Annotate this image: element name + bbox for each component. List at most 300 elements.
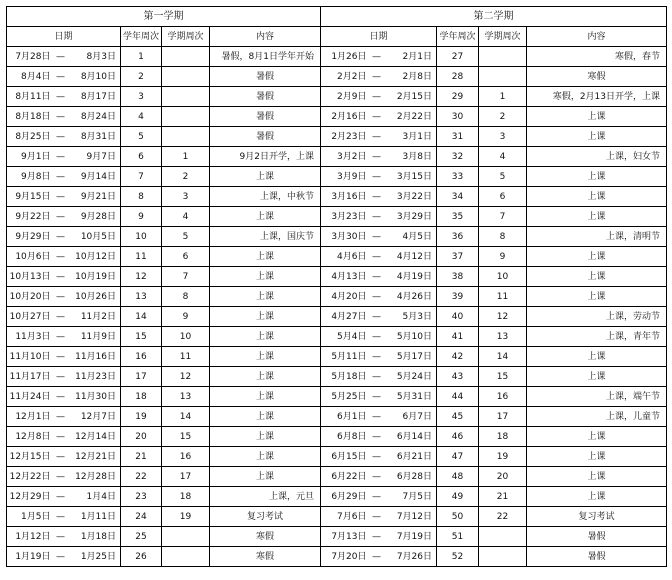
s1-term-week: 17 — [162, 467, 210, 487]
s1-end-date: 11月30日 — [69, 387, 121, 407]
s2-term-week — [479, 527, 527, 547]
s1-school-week: 17 — [121, 367, 162, 387]
s1-end-date: 9月7日 — [69, 147, 121, 167]
s2-content: 上课 — [527, 267, 667, 287]
s1-school-week: 3 — [121, 87, 162, 107]
s2-date-dash: — — [369, 507, 385, 527]
s1-date-dash: — — [53, 527, 69, 547]
s1-school-week: 20 — [121, 427, 162, 447]
s1-end-date: 1月11日 — [69, 507, 121, 527]
s1-school-week: 22 — [121, 467, 162, 487]
s1-content: 上课，国庆节 — [210, 227, 321, 247]
s1-school-week: 18 — [121, 387, 162, 407]
s2-school-week: 35 — [437, 207, 479, 227]
s1-start-date: 9月1日 — [7, 147, 53, 167]
s1-start-date: 11月10日 — [7, 347, 53, 367]
s2-term-week: 22 — [479, 507, 527, 527]
s1-end-date: 11月2日 — [69, 307, 121, 327]
table-row — [7, 287, 667, 307]
s2-start-date: 3月16日 — [321, 187, 369, 207]
s1-start-date: 11月17日 — [7, 367, 53, 387]
s1-start-date: 11月3日 — [7, 327, 53, 347]
s2-content: 上课 — [527, 447, 667, 467]
s2-term-week: 8 — [479, 227, 527, 247]
s1-end-date: 9月21日 — [69, 187, 121, 207]
s2-content: 寒假，春节 — [527, 47, 667, 67]
s2-content: 上课，妇女节 — [527, 147, 667, 167]
s2-content: 上课 — [527, 187, 667, 207]
s1-content: 上课，元旦 — [210, 487, 321, 507]
s2-header-content: 内容 — [527, 27, 667, 47]
s1-start-date: 8月11日 — [7, 87, 53, 107]
s2-end-date: 4月12日 — [385, 247, 437, 267]
s1-date-dash: — — [53, 367, 69, 387]
s1-start-date: 8月18日 — [7, 107, 53, 127]
s1-date-dash: — — [53, 547, 69, 567]
s1-start-date: 12月8日 — [7, 427, 53, 447]
s2-date-dash: — — [369, 427, 385, 447]
s2-start-date: 6月1日 — [321, 407, 369, 427]
s2-content: 上课 — [527, 487, 667, 507]
s2-content: 寒假，2月13日开学，上课 — [527, 87, 667, 107]
s2-start-date: 5月11日 — [321, 347, 369, 367]
s2-term-week: 10 — [479, 267, 527, 287]
s1-term-week: 3 — [162, 187, 210, 207]
table-row — [7, 487, 667, 507]
table-row — [7, 87, 667, 107]
s2-end-date: 4月19日 — [385, 267, 437, 287]
s2-date-dash: — — [369, 67, 385, 87]
s2-end-date: 5月17日 — [385, 347, 437, 367]
s2-content: 上课，青年节 — [527, 327, 667, 347]
s1-end-date: 10月26日 — [69, 287, 121, 307]
s2-term-week — [479, 47, 527, 67]
s1-date-dash: — — [53, 207, 69, 227]
s1-start-date: 10月13日 — [7, 267, 53, 287]
s2-date-dash: — — [369, 167, 385, 187]
s2-term-week: 3 — [479, 127, 527, 147]
table-row — [7, 247, 667, 267]
calendar-table — [6, 6, 667, 567]
s1-end-date: 12月7日 — [69, 407, 121, 427]
s1-start-date: 1月12日 — [7, 527, 53, 547]
s1-term-week: 14 — [162, 407, 210, 427]
s2-term-week: 16 — [479, 387, 527, 407]
s1-school-week: 12 — [121, 267, 162, 287]
s1-term-week: 2 — [162, 167, 210, 187]
s1-end-date: 10月12日 — [69, 247, 121, 267]
table-row — [7, 307, 667, 327]
s2-start-date: 2月9日 — [321, 87, 369, 107]
s1-content: 上课 — [210, 327, 321, 347]
s2-school-week: 36 — [437, 227, 479, 247]
s2-date-dash: — — [369, 387, 385, 407]
s1-end-date: 1月18日 — [69, 527, 121, 547]
s1-start-date: 12月1日 — [7, 407, 53, 427]
s2-end-date: 5月3日 — [385, 307, 437, 327]
s2-content: 上课 — [527, 247, 667, 267]
s1-content: 暑假，8月1日学年开始 — [210, 47, 321, 67]
s2-date-dash: — — [369, 207, 385, 227]
s1-end-date: 12月14日 — [69, 427, 121, 447]
s2-date-dash: — — [369, 147, 385, 167]
s2-end-date: 3月15日 — [385, 167, 437, 187]
s1-school-week: 24 — [121, 507, 162, 527]
s1-school-week: 13 — [121, 287, 162, 307]
table-row — [7, 267, 667, 287]
s1-start-date: 8月4日 — [7, 67, 53, 87]
table-row — [7, 347, 667, 367]
s1-term-week: 12 — [162, 367, 210, 387]
s2-school-week: 39 — [437, 287, 479, 307]
s2-start-date: 7月20日 — [321, 547, 369, 567]
s1-date-dash: — — [53, 167, 69, 187]
s2-start-date: 2月2日 — [321, 67, 369, 87]
s2-date-dash: — — [369, 347, 385, 367]
s2-start-date: 4月20日 — [321, 287, 369, 307]
s2-content: 上课 — [527, 427, 667, 447]
s2-date-dash: — — [369, 547, 385, 567]
s1-term-week — [162, 107, 210, 127]
s2-school-week: 45 — [437, 407, 479, 427]
s1-content: 上课 — [210, 247, 321, 267]
s2-end-date: 6月14日 — [385, 427, 437, 447]
s1-date-dash: — — [53, 107, 69, 127]
s2-date-dash: — — [369, 87, 385, 107]
s1-content: 上课 — [210, 267, 321, 287]
s1-date-dash: — — [53, 387, 69, 407]
s2-start-date: 4月13日 — [321, 267, 369, 287]
s1-date-dash: — — [53, 427, 69, 447]
s2-content: 暑假 — [527, 527, 667, 547]
s1-start-date: 12月15日 — [7, 447, 53, 467]
s2-start-date: 3月30日 — [321, 227, 369, 247]
s2-header-date: 日期 — [321, 27, 437, 47]
table-row — [7, 527, 667, 547]
s2-school-week: 43 — [437, 367, 479, 387]
s1-content: 暑假 — [210, 67, 321, 87]
s2-content: 上课，劳动节 — [527, 307, 667, 327]
s2-end-date: 7月12日 — [385, 507, 437, 527]
semester2-title: 第二学期 — [321, 7, 667, 27]
s2-school-week: 28 — [437, 67, 479, 87]
s2-date-dash: — — [369, 267, 385, 287]
s2-school-week: 38 — [437, 267, 479, 287]
s1-date-dash: — — [53, 467, 69, 487]
s2-content: 上课，儿童节 — [527, 407, 667, 427]
s2-school-week: 49 — [437, 487, 479, 507]
s1-term-week — [162, 547, 210, 567]
s2-term-week: 13 — [479, 327, 527, 347]
s1-date-dash: — — [53, 187, 69, 207]
s1-content: 上课 — [210, 407, 321, 427]
s1-school-week: 6 — [121, 147, 162, 167]
s1-content: 复习考试 — [210, 507, 321, 527]
s1-term-week: 13 — [162, 387, 210, 407]
s1-start-date: 9月22日 — [7, 207, 53, 227]
s2-term-week: 11 — [479, 287, 527, 307]
s2-start-date: 2月16日 — [321, 107, 369, 127]
s1-end-date: 10月5日 — [69, 227, 121, 247]
s1-end-date: 1月4日 — [69, 487, 121, 507]
table-row — [7, 47, 667, 67]
s2-term-week: 6 — [479, 187, 527, 207]
s2-term-week: 1 — [479, 87, 527, 107]
s1-date-dash: — — [53, 67, 69, 87]
s1-start-date: 8月25日 — [7, 127, 53, 147]
s1-school-week: 2 — [121, 67, 162, 87]
s2-content: 上课，清明节 — [527, 227, 667, 247]
s1-start-date: 9月29日 — [7, 227, 53, 247]
s2-date-dash: — — [369, 307, 385, 327]
s1-start-date: 7月28日 — [7, 47, 53, 67]
s1-start-date: 10月20日 — [7, 287, 53, 307]
table-row — [7, 327, 667, 347]
s1-content: 暑假 — [210, 87, 321, 107]
table-row — [7, 407, 667, 427]
s1-content: 上课 — [210, 307, 321, 327]
s1-date-dash: — — [53, 287, 69, 307]
s2-school-week: 34 — [437, 187, 479, 207]
s2-date-dash: — — [369, 47, 385, 67]
s2-end-date: 2月22日 — [385, 107, 437, 127]
s2-term-week: 7 — [479, 207, 527, 227]
s2-term-week: 2 — [479, 107, 527, 127]
table-row — [7, 147, 667, 167]
s2-date-dash: — — [369, 327, 385, 347]
s2-date-dash: — — [369, 487, 385, 507]
s2-term-week: 15 — [479, 367, 527, 387]
table-row — [7, 207, 667, 227]
s1-term-week: 10 — [162, 327, 210, 347]
s2-header-school-week: 学年周次 — [437, 27, 479, 47]
s2-term-week: 9 — [479, 247, 527, 267]
s1-start-date: 12月29日 — [7, 487, 53, 507]
s1-header-school-week: 学年周次 — [121, 27, 162, 47]
s2-term-week — [479, 67, 527, 87]
s1-term-week: 19 — [162, 507, 210, 527]
s1-end-date: 10月19日 — [69, 267, 121, 287]
s2-end-date: 5月10日 — [385, 327, 437, 347]
s1-content: 寒假 — [210, 527, 321, 547]
s2-end-date: 3月22日 — [385, 187, 437, 207]
s1-date-dash: — — [53, 267, 69, 287]
s2-start-date: 6月8日 — [321, 427, 369, 447]
s1-school-week: 21 — [121, 447, 162, 467]
s1-end-date: 12月21日 — [69, 447, 121, 467]
s1-start-date: 1月5日 — [7, 507, 53, 527]
column-header-row — [7, 27, 667, 47]
s2-start-date: 3月23日 — [321, 207, 369, 227]
s1-school-week: 10 — [121, 227, 162, 247]
s1-date-dash: — — [53, 327, 69, 347]
s1-content: 寒假 — [210, 547, 321, 567]
s1-content: 上课 — [210, 427, 321, 447]
s1-content: 上课，中秋节 — [210, 187, 321, 207]
s1-term-week — [162, 87, 210, 107]
semester1-title: 第一学期 — [7, 7, 321, 27]
s1-school-week: 15 — [121, 327, 162, 347]
s2-content: 寒假 — [527, 67, 667, 87]
s2-school-week: 40 — [437, 307, 479, 327]
s1-end-date: 8月17日 — [69, 87, 121, 107]
s1-school-week: 5 — [121, 127, 162, 147]
s1-end-date: 11月23日 — [69, 367, 121, 387]
s2-content: 上课 — [527, 207, 667, 227]
s2-content: 上课 — [527, 367, 667, 387]
table-row — [7, 67, 667, 87]
s2-school-week: 31 — [437, 127, 479, 147]
s1-school-week: 26 — [121, 547, 162, 567]
s2-date-dash: — — [369, 287, 385, 307]
table-row — [7, 387, 667, 407]
s2-end-date: 2月8日 — [385, 67, 437, 87]
s2-date-dash: — — [369, 107, 385, 127]
s2-start-date: 6月22日 — [321, 467, 369, 487]
s1-end-date: 1月25日 — [69, 547, 121, 567]
s1-term-week: 18 — [162, 487, 210, 507]
s1-date-dash: — — [53, 127, 69, 147]
s2-school-week: 37 — [437, 247, 479, 267]
s2-start-date: 5月25日 — [321, 387, 369, 407]
s1-school-week: 23 — [121, 487, 162, 507]
s1-school-week: 11 — [121, 247, 162, 267]
table-row — [7, 127, 667, 147]
s1-date-dash: — — [53, 487, 69, 507]
s2-date-dash: — — [369, 467, 385, 487]
s1-term-week: 4 — [162, 207, 210, 227]
table-row — [7, 227, 667, 247]
s2-start-date: 5月18日 — [321, 367, 369, 387]
s1-content: 暑假 — [210, 107, 321, 127]
s1-date-dash: — — [53, 347, 69, 367]
s2-school-week: 46 — [437, 427, 479, 447]
s1-school-week: 1 — [121, 47, 162, 67]
s2-term-week: 12 — [479, 307, 527, 327]
s2-term-week: 17 — [479, 407, 527, 427]
s2-end-date: 5月24日 — [385, 367, 437, 387]
s1-term-week: 11 — [162, 347, 210, 367]
s2-school-week: 52 — [437, 547, 479, 567]
s2-start-date: 4月6日 — [321, 247, 369, 267]
s1-school-week: 14 — [121, 307, 162, 327]
s2-school-week: 32 — [437, 147, 479, 167]
s1-date-dash: — — [53, 307, 69, 327]
s2-end-date: 3月1日 — [385, 127, 437, 147]
s1-start-date: 12月22日 — [7, 467, 53, 487]
s2-start-date: 3月9日 — [321, 167, 369, 187]
s2-start-date: 7月6日 — [321, 507, 369, 527]
s2-end-date: 3月29日 — [385, 207, 437, 227]
s1-content: 9月2日开学，上课 — [210, 147, 321, 167]
s1-school-week: 19 — [121, 407, 162, 427]
s1-date-dash: — — [53, 47, 69, 67]
s2-term-week: 5 — [479, 167, 527, 187]
school-calendar-sheet — [6, 6, 667, 567]
s1-end-date: 9月14日 — [69, 167, 121, 187]
s2-date-dash: — — [369, 407, 385, 427]
s1-end-date: 8月31日 — [69, 127, 121, 147]
s2-term-week: 19 — [479, 447, 527, 467]
s1-content: 上课 — [210, 287, 321, 307]
s2-end-date: 5月31日 — [385, 387, 437, 407]
s2-start-date: 5月4日 — [321, 327, 369, 347]
s2-term-week: 14 — [479, 347, 527, 367]
s2-term-week — [479, 547, 527, 567]
s2-content: 暑假 — [527, 547, 667, 567]
s1-date-dash: — — [53, 447, 69, 467]
s2-content: 复习考试 — [527, 507, 667, 527]
s2-end-date: 6月21日 — [385, 447, 437, 467]
s2-school-week: 50 — [437, 507, 479, 527]
s2-term-week: 18 — [479, 427, 527, 447]
s1-date-dash: — — [53, 247, 69, 267]
s2-date-dash: — — [369, 247, 385, 267]
s1-start-date: 11月24日 — [7, 387, 53, 407]
s1-term-week: 16 — [162, 447, 210, 467]
s1-term-week — [162, 127, 210, 147]
s1-date-dash: — — [53, 147, 69, 167]
s2-content: 上课 — [527, 467, 667, 487]
s2-school-week: 27 — [437, 47, 479, 67]
s1-end-date: 8月24日 — [69, 107, 121, 127]
s1-school-week: 7 — [121, 167, 162, 187]
s2-end-date: 7月19日 — [385, 527, 437, 547]
table-row — [7, 427, 667, 447]
s2-date-dash: — — [369, 367, 385, 387]
s1-end-date: 11月16日 — [69, 347, 121, 367]
table-row — [7, 107, 667, 127]
table-row — [7, 187, 667, 207]
s1-start-date: 1月19日 — [7, 547, 53, 567]
semester-title-row — [7, 7, 667, 27]
s1-end-date: 8月10日 — [69, 67, 121, 87]
s1-content: 暑假 — [210, 127, 321, 147]
s2-date-dash: — — [369, 527, 385, 547]
s2-school-week: 42 — [437, 347, 479, 367]
s2-start-date: 2月23日 — [321, 127, 369, 147]
s1-end-date: 8月3日 — [69, 47, 121, 67]
s2-end-date: 3月8日 — [385, 147, 437, 167]
s2-start-date: 1月26日 — [321, 47, 369, 67]
s2-content: 上课，端午节 — [527, 387, 667, 407]
s2-school-week: 33 — [437, 167, 479, 187]
s1-content: 上课 — [210, 467, 321, 487]
s1-term-week: 8 — [162, 287, 210, 307]
table-row — [7, 167, 667, 187]
s2-header-term-week: 学期周次 — [479, 27, 527, 47]
s1-school-week: 8 — [121, 187, 162, 207]
s1-date-dash: — — [53, 87, 69, 107]
s1-end-date: 11月9日 — [69, 327, 121, 347]
s1-start-date: 10月27日 — [7, 307, 53, 327]
s2-school-week: 30 — [437, 107, 479, 127]
s1-term-week: 5 — [162, 227, 210, 247]
s2-term-week: 21 — [479, 487, 527, 507]
s1-start-date: 9月8日 — [7, 167, 53, 187]
s2-date-dash: — — [369, 447, 385, 467]
s2-date-dash: — — [369, 127, 385, 147]
s1-term-week: 6 — [162, 247, 210, 267]
s1-term-week — [162, 527, 210, 547]
s2-term-week: 20 — [479, 467, 527, 487]
s2-school-week: 41 — [437, 327, 479, 347]
s2-end-date: 2月15日 — [385, 87, 437, 107]
s2-content: 上课 — [527, 347, 667, 367]
s1-term-week: 15 — [162, 427, 210, 447]
s2-school-week: 47 — [437, 447, 479, 467]
s2-end-date: 7月26日 — [385, 547, 437, 567]
